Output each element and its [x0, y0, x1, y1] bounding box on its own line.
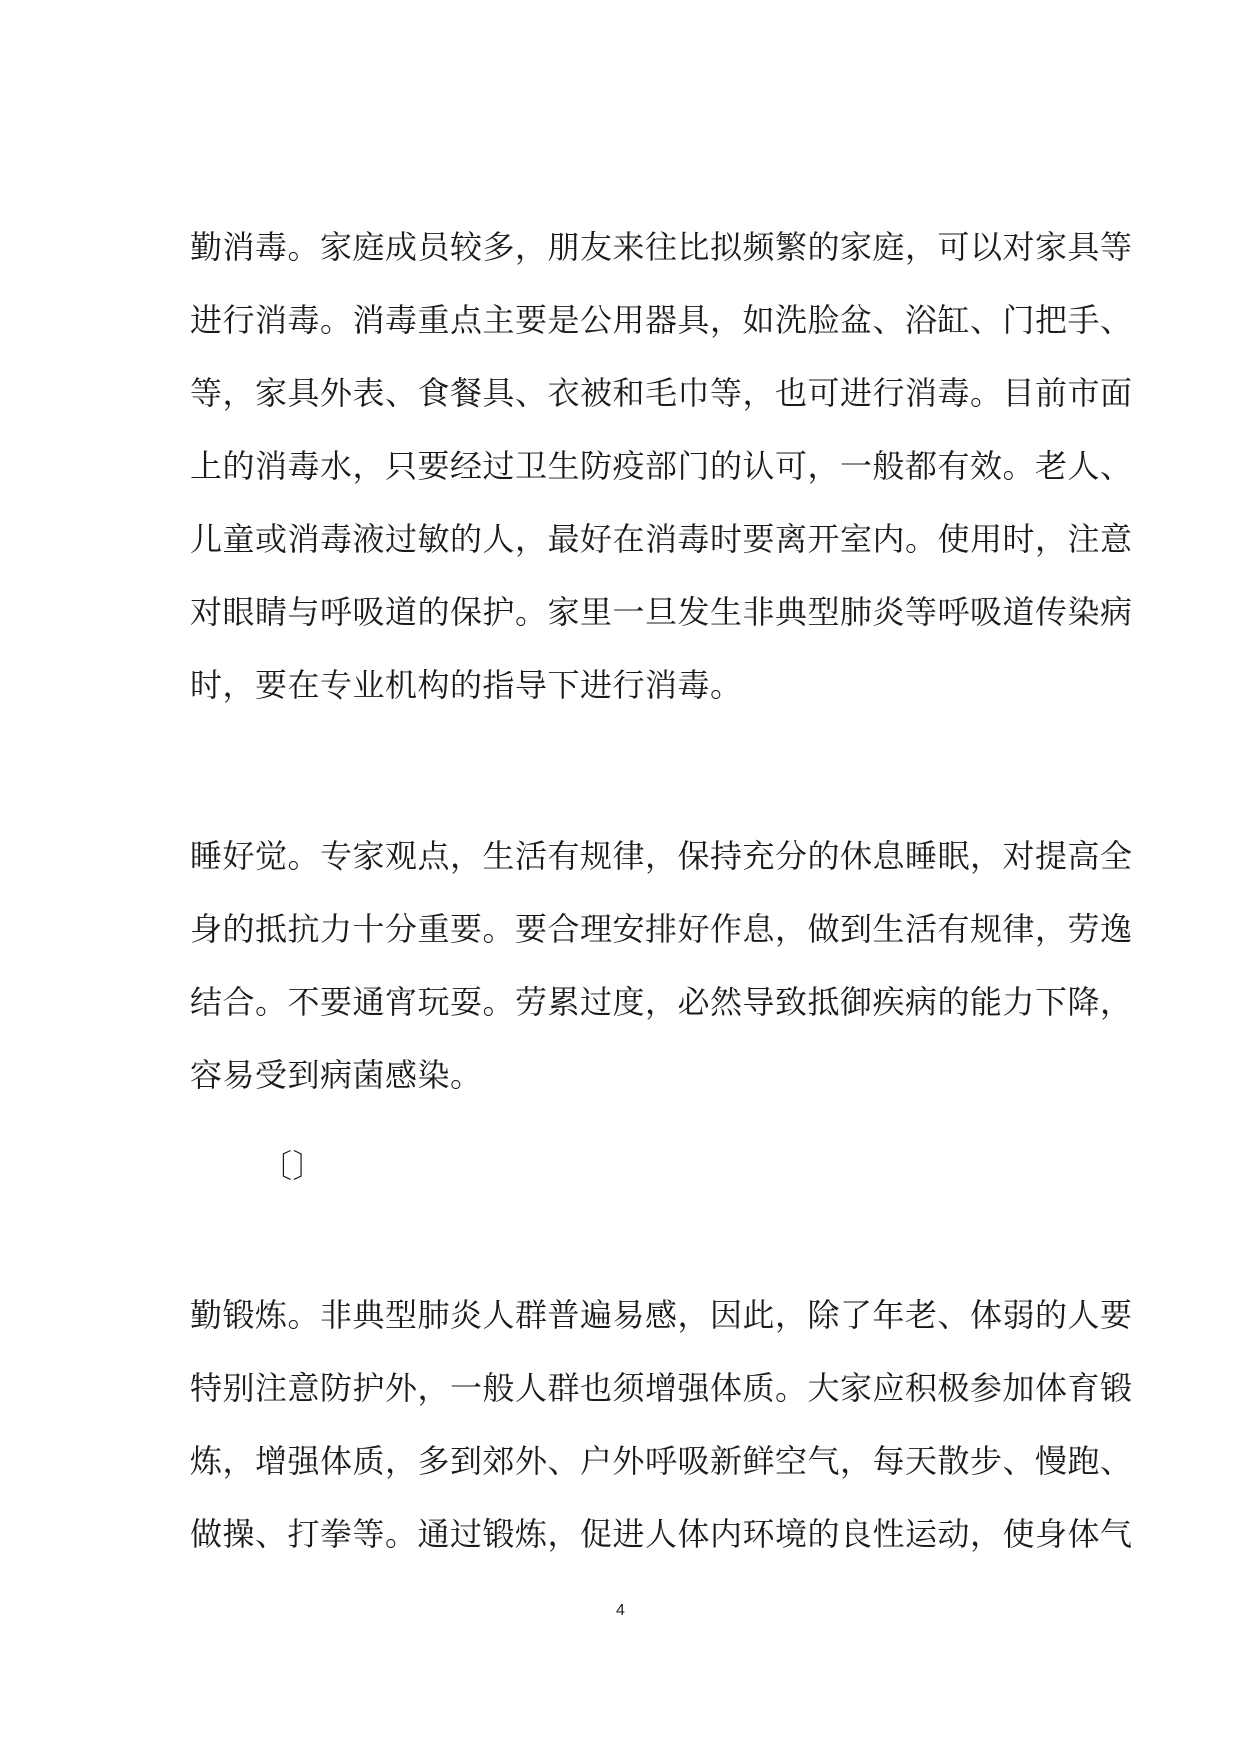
text-line: 做操、打拳等。通过锻炼，促进人体内环境的良性运动，使身体气 [190, 1515, 1133, 1553]
paragraph-sleep [190, 820, 1133, 1112]
text-line: 勤消毒。家庭成员较多，朋友来往比拟频繁的家庭，可以对家具等 [190, 228, 1133, 266]
text-line: 炼，增强体质，多到郊外、户外呼吸新鲜空气，每天散步、慢跑、 [190, 1442, 1133, 1480]
text-line: 等，家具外表、食餐具、衣被和毛巾等，也可进行消毒。目前市面 [190, 374, 1133, 412]
paragraph-disinfection [190, 211, 1133, 722]
text-line: 〔〕 [260, 1147, 326, 1185]
text-line: 特别注意防护外，一般人群也须增强体质。大家应积极参加体育锻 [190, 1369, 1133, 1407]
text-line: 上的消毒水，只要经过卫生防疫部门的认可，一般都有效。老人、 [190, 447, 1133, 485]
paragraph-exercise [190, 1279, 1133, 1571]
text-line: 结合。不要通宵玩耍。劳累过度，必然导致抵御疾病的能力下降， [190, 983, 1133, 1021]
page-number: 4 [616, 1602, 625, 1619]
text-line: 时，要在专业机构的指导下进行消毒。 [190, 666, 743, 704]
text-line: 身的抵抗力十分重要。要合理安排好作息，做到生活有规律，劳逸 [190, 910, 1133, 948]
paragraph-bracket-placeholder [260, 1130, 1120, 1203]
text-line: 勤锻炼。非典型肺炎人群普遍易感，因此，除了年老、体弱的人要 [190, 1296, 1133, 1334]
text-line: 容易受到病菌感染。 [190, 1056, 483, 1094]
text-line: 对眼睛与呼吸道的保护。家里一旦发生非典型肺炎等呼吸道传染病 [190, 593, 1133, 631]
text-line: 儿童或消毒液过敏的人，最好在消毒时要离开室内。使用时，注意 [190, 520, 1133, 558]
text-line: 睡好觉。专家观点，生活有规律，保持充分的休息睡眠，对提高全 [190, 837, 1133, 875]
text-line: 进行消毒。消毒重点主要是公用器具，如洗脸盆、浴缸、门把手、 [190, 301, 1133, 339]
